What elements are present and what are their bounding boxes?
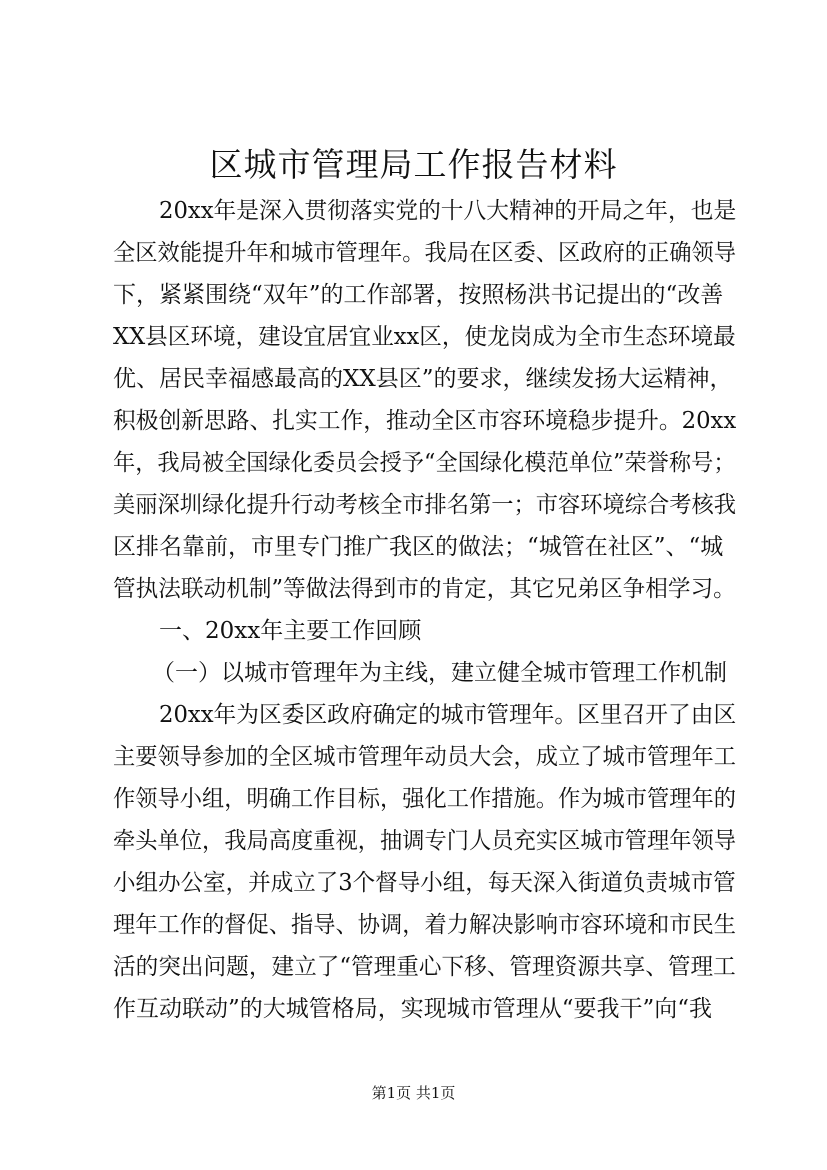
body-line-text: 区排名靠前，市里专门推广我区的做法；“城管在社区”、“城 (113, 534, 724, 560)
body-line-text: 下，紧紧围绕“双年”的工作部署，按照杨洪书记提出的“改善 (113, 282, 724, 308)
body-line-text: 优、居民幸福感最高的XX县区”的要求，继续发扬大运精神， (113, 366, 733, 392)
section-heading (0, 610, 827, 652)
body-line-text: 作互动联动”的大城管格局，实现城市管理从“要我干”向“我 (113, 996, 713, 1022)
body-line-text: 20xx年是深入贯彻落实党的十八大精神的开局之年，也是 (159, 198, 737, 224)
body-line (0, 442, 827, 484)
body-line (0, 736, 827, 778)
body-line (0, 316, 827, 358)
body-line-text: 牵头单位，我局高度重视，抽调专门人员充实区城市管理年领导 (113, 828, 736, 854)
body-line (0, 400, 827, 442)
section-heading-text: 一、20xx年主要工作回顾 (159, 618, 422, 644)
body-line-text: 主要领导参加的全区城市管理年动员大会，成立了城市管理年工 (113, 744, 736, 770)
body-line (0, 778, 827, 820)
body-line (0, 190, 827, 232)
body-line (0, 568, 827, 610)
body-line-text: 年，我局被全国绿化委员会授予“全国绿化模范单位”荣誉称号； (113, 450, 736, 476)
body-line-text: 活的突出问题，建立了“管理重心下移、管理资源共享、管理工 (113, 954, 736, 980)
body-line-text: 作领导小组，明确工作目标，强化工作措施。作为城市管理年的 (113, 786, 736, 812)
page-footer: 第1页 共1页 (371, 1084, 456, 1102)
body-line (0, 904, 827, 946)
body-line-text: 20xx年为区委区政府确定的城市管理年。区里召开了由区 (159, 702, 737, 728)
body-line (0, 484, 827, 526)
subsection-heading-text: （一）以城市管理年为主线，建立健全城市管理工作机制 (152, 660, 727, 686)
body-line-text: 管执法联动机制”等做法得到市的肯定，其它兄弟区争相学习。 (113, 576, 736, 602)
body-line-text: 理年工作的督促、指导、协调，着力解决影响市容环境和市民生 (113, 912, 736, 938)
body-line-text: 小组办公室，并成立了3个督导小组，每天深入街道负责城市管 (113, 870, 736, 896)
body-line-text: 积极创新思路、扎实工作，推动全区市容环境稳步提升。20xx (113, 408, 737, 434)
body-line (0, 274, 827, 316)
subsection-heading (0, 652, 827, 694)
body-line (0, 862, 827, 904)
body-line (0, 694, 827, 736)
body-line-text: 全区效能提升年和城市管理年。我局在区委、区政府的正确领导 (113, 240, 736, 266)
body-line (0, 232, 827, 274)
document-title: 区城市管理局工作报告材料 (209, 145, 618, 184)
body-line (0, 358, 827, 400)
body-line-text: XX县区环境，建设宜居宜业xx区，使龙岗成为全市生态环境最 (113, 324, 736, 350)
body-line (0, 820, 827, 862)
body-line-text: 美丽深圳绿化提升行动考核全市排名第一；市容环境综合考核我 (113, 492, 736, 518)
body-line (0, 946, 827, 988)
body-line (0, 526, 827, 568)
body-line (0, 988, 827, 1030)
